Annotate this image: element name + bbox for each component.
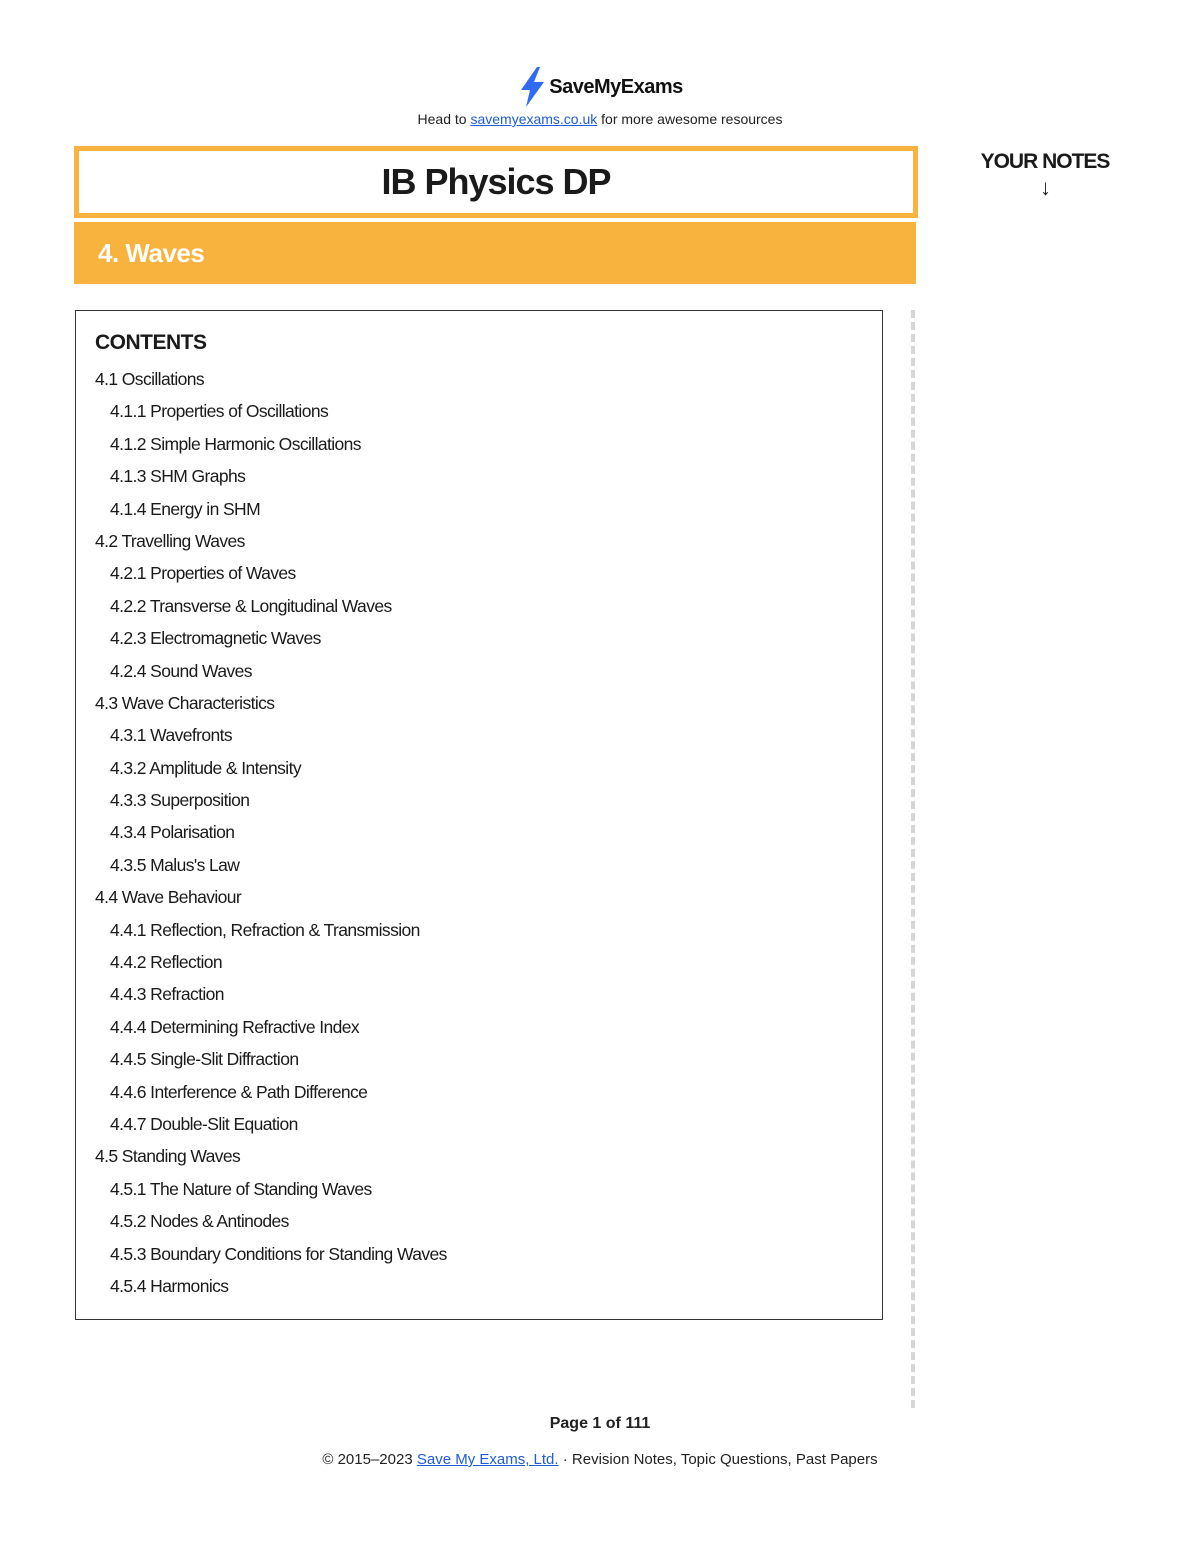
toc-subsection-link[interactable]: 4.5.3 Boundary Conditions for Standing Waves (110, 1243, 447, 1264)
toc-subsection-link[interactable]: 4.2.3 Electromagnetic Waves (110, 628, 321, 649)
document-title: IB Physics DP (381, 161, 611, 202)
document-title-box (74, 146, 918, 218)
toc-section-link[interactable]: 4.2 Travelling Waves (95, 530, 245, 551)
toc-subsection-link[interactable]: 4.4.6 Interference & Path Difference (110, 1081, 368, 1102)
logo-text: SaveMyExams (549, 75, 683, 98)
toc-subsection-link[interactable]: 4.3.4 Polarisation (110, 822, 235, 843)
toc-subsection-link[interactable]: 4.2.4 Sound Waves (110, 660, 252, 681)
copyright-text: © 2015–2023 (322, 1451, 417, 1468)
contents-panel (75, 310, 883, 1320)
notes-divider (911, 310, 915, 1408)
toc-subsection-link[interactable]: 4.5.2 Nodes & Antinodes (110, 1211, 289, 1232)
your-notes-label (960, 148, 1130, 200)
toc-section-link[interactable]: 4.3 Wave Characteristics (95, 692, 275, 713)
toc-subsection-link[interactable]: 4.4.4 Determining Refractive Index (110, 1016, 360, 1037)
contents-heading: CONTENTS (95, 331, 207, 354)
toc-subsection-link[interactable]: 4.1.1 Properties of Oscillations (110, 401, 329, 422)
footer (0, 1451, 1200, 1468)
arrow-down-icon: ↓ (1040, 175, 1050, 200)
site-link[interactable]: savemyexams.co.uk (470, 111, 598, 127)
toc-subsection-link[interactable]: 4.5.1 The Nature of Standing Waves (110, 1178, 372, 1199)
toc-subsection-link[interactable]: 4.1.4 Energy in SHM (110, 498, 261, 519)
section-title: 4. Waves (98, 237, 205, 268)
toc-subsection-link[interactable]: 4.3.5 Malus's Law (110, 854, 240, 875)
toc-subsection-link[interactable]: 4.2.1 Properties of Waves (110, 563, 296, 584)
toc-subsection-link[interactable]: 4.1.3 SHM Graphs (110, 466, 246, 487)
table-of-contents (76, 363, 882, 1302)
toc-subsection-link[interactable]: 4.3.2 Amplitude & Intensity (110, 757, 302, 778)
your-notes-text: YOUR NOTES (980, 150, 1110, 173)
toc-subsection-link[interactable]: 4.2.2 Transverse & Longitudinal Waves (110, 595, 392, 616)
toc-subsection-link[interactable]: 4.3.3 Superposition (110, 790, 250, 811)
toc-subsection-link[interactable]: 4.4.2 Reflection (110, 952, 223, 973)
toc-subsection-link[interactable]: 4.4.5 Single-Slit Diffraction (110, 1049, 299, 1070)
toc-section-link[interactable]: 4.1 Oscillations (95, 369, 205, 389)
brand-logo (0, 66, 1200, 108)
tagline-suffix: for more awesome resources (597, 111, 783, 127)
section-header (74, 222, 916, 284)
tagline-prefix: Head to (417, 111, 471, 127)
lightning-bolt-icon (517, 66, 547, 108)
toc-subsection-link[interactable]: 4.1.2 Simple Harmonic Oscillations (110, 433, 361, 454)
page-number: Page 1 of 111 (549, 1415, 651, 1432)
header-tagline (0, 111, 1200, 127)
toc-subsection-link[interactable]: 4.4.7 Double-Slit Equation (110, 1113, 298, 1134)
footer-company-link[interactable]: Save My Exams, Ltd. (416, 1451, 559, 1468)
toc-subsection-link[interactable]: 4.4.3 Refraction (110, 984, 224, 1005)
toc-section-link[interactable]: 4.5 Standing Waves (95, 1146, 241, 1167)
footer-description: · Revision Notes, Topic Questions, Past Papers (558, 1451, 878, 1468)
toc-section-link[interactable]: 4.4 Wave Behaviour (95, 887, 242, 908)
toc-subsection-link[interactable]: 4.3.1 Wavefronts (110, 725, 233, 746)
toc-subsection-link[interactable]: 4.4.1 Reflection, Refraction & Transmission (110, 919, 420, 940)
toc-subsection-link[interactable]: 4.5.4 Harmonics (110, 1275, 229, 1296)
